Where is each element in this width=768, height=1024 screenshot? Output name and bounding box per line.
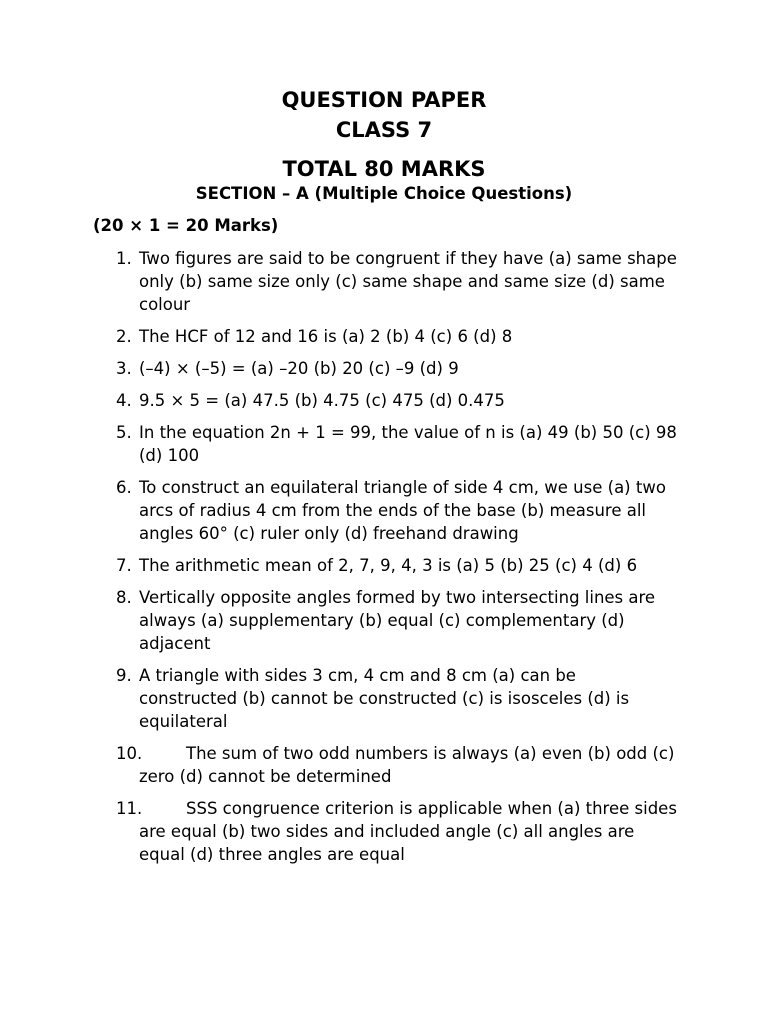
question-item	[0, 742, 679, 788]
question-text: 9.5 × 5 = (a) 47.5 (b) 4.75 (c) 475 (d) 0.475	[139, 391, 505, 410]
question-number: 8.	[116, 588, 132, 607]
section-heading: SECTION – A (Multiple Choice Questions)	[195, 184, 573, 203]
question-item	[0, 357, 679, 380]
question-text: (–4) × (–5) = (a) –20 (b) 20 (c) –9 (d) 9	[139, 359, 459, 378]
question-item	[0, 664, 679, 733]
question-number: 3.	[116, 359, 132, 378]
section-marks: (20 × 1 = 20 Marks)	[93, 216, 279, 235]
question-item	[0, 476, 679, 545]
total-marks: TOTAL 80 MARKS	[282, 157, 486, 181]
question-number: 10.	[116, 744, 143, 763]
question-item	[0, 554, 679, 577]
question-text: SSS congruence criterion is applicable when (a) three sides are equal (b) two sides and included angle (c) all angles are equal (d) three angles are equal	[139, 799, 677, 864]
question-text: Two figures are said to be congruent if they have (a) same shape only (b) same size only (c) same shape and same size (d) same colour	[139, 249, 677, 314]
question-text: A triangle with sides 3 cm, 4 cm and 8 cm (a) can be constructed (b) cannot be constructed (c) is isosceles (d) is equilateral	[139, 666, 630, 731]
paper-title: QUESTION PAPER	[281, 88, 487, 112]
question-text: To construct an equilateral triangle of side 4 cm, we use (a) two arcs of radius 4 cm from the ends of the base (b) measure all angles 60° (c) ruler only (d) freehand drawing	[139, 478, 666, 543]
question-item	[0, 586, 679, 655]
question-number: 9.	[116, 666, 132, 685]
question-number: 7.	[116, 556, 132, 575]
question-text: The arithmetic mean of 2, 7, 9, 4, 3 is (a) 5 (b) 25 (c) 4 (d) 6	[139, 556, 638, 575]
question-number: 4.	[116, 391, 132, 410]
question-item	[0, 421, 679, 467]
question-text: The sum of two odd numbers is always (a) even (b) odd (c) zero (d) cannot be determined	[139, 744, 675, 786]
question-number: 5.	[116, 423, 132, 442]
question-number: 6.	[116, 478, 132, 497]
question-item	[0, 797, 679, 866]
class-label: CLASS 7	[335, 118, 433, 142]
question-text: Vertically opposite angles formed by two intersecting lines are always (a) supplementary (b) equal (c) complementary (d) adjacent	[139, 588, 656, 653]
question-text: In the equation 2n + 1 = 99, the value of n is (a) 49 (b) 50 (c) 98 (d) 100	[139, 423, 677, 465]
question-text: The HCF of 12 and 16 is (a) 2 (b) 4 (c) 6 (d) 8	[139, 327, 513, 346]
question-list	[0, 247, 768, 875]
question-number: 2.	[116, 327, 132, 346]
question-item	[0, 325, 679, 348]
question-item	[0, 389, 679, 412]
question-item	[0, 247, 679, 316]
question-number: 1.	[116, 249, 132, 268]
question-number: 11.	[116, 799, 143, 818]
